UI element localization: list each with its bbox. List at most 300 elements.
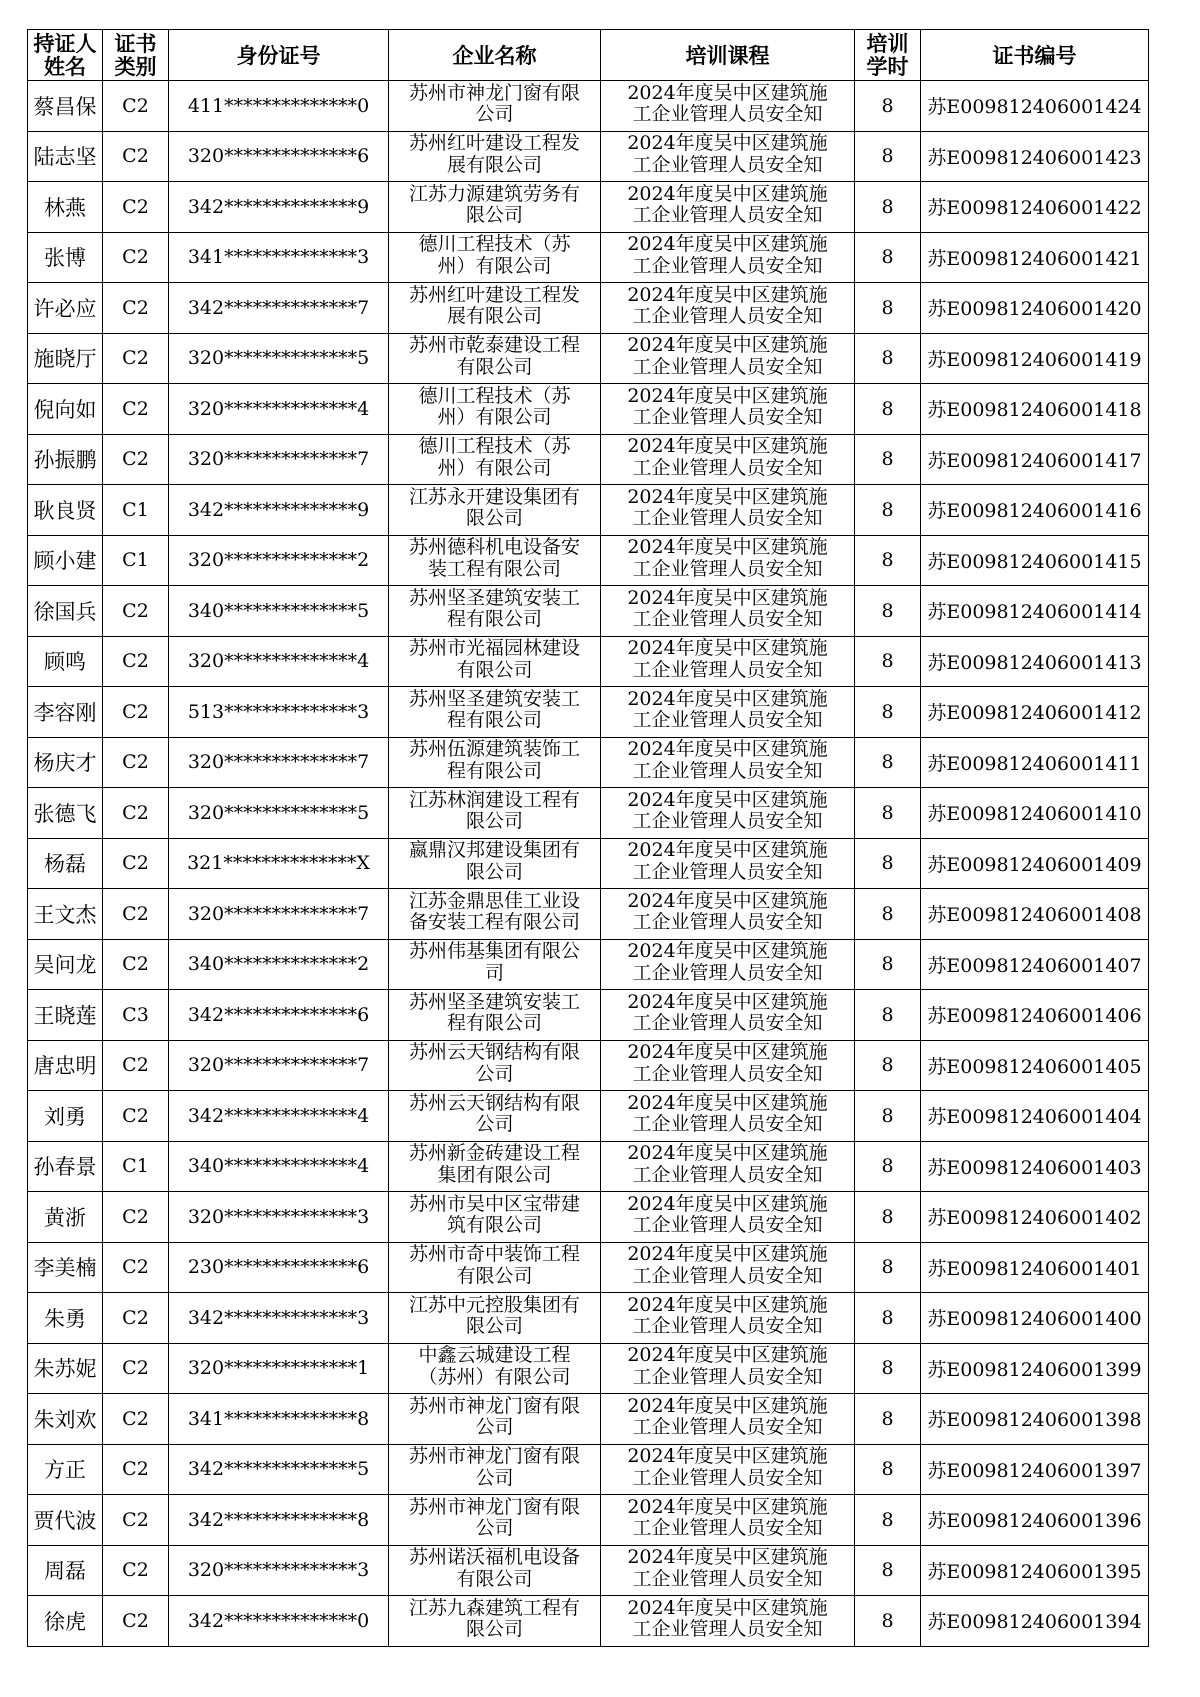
cert-type-cell: C2 <box>103 636 169 687</box>
hours-cell: 8 <box>855 1293 921 1344</box>
hours-cell: 8 <box>855 889 921 940</box>
course-cell-line: 工企业管理人员安全知 <box>632 911 823 934</box>
course-cell-line: 2024年度吴中区建筑施 <box>627 788 828 811</box>
holder-name-cell: 顾鸣 <box>28 636 103 687</box>
company-cell <box>389 1343 601 1394</box>
course-cell-line: 工企业管理人员安全知 <box>632 709 823 732</box>
company-cell-line: 江苏中元控股集团有 <box>408 1293 580 1316</box>
course-cell-text <box>601 1243 854 1291</box>
company-cell-line: 苏州市光福园林建设 <box>408 637 580 660</box>
course-cell-line: 2024年度吴中区建筑施 <box>627 1445 828 1468</box>
course-cell-text <box>601 1546 854 1594</box>
company-cell <box>389 1192 601 1243</box>
holder-name-cell: 耿良贤 <box>28 485 103 536</box>
table-row <box>28 1495 1149 1546</box>
table-row <box>28 1394 1149 1445</box>
cert-type-cell: C2 <box>103 1040 169 1091</box>
hours-cell: 8 <box>855 232 921 283</box>
course-cell-line: 工企业管理人员安全知 <box>632 1113 823 1136</box>
holder-name-cell: 杨庆才 <box>28 737 103 788</box>
course-cell-line: 2024年度吴中区建筑施 <box>627 1495 828 1518</box>
company-cell-line: 苏州云天钢结构有限 <box>408 1041 580 1064</box>
company-cell-text <box>389 1243 600 1291</box>
id-number-cell: 342**************6 <box>169 990 389 1041</box>
id-number-cell: 342**************8 <box>169 1495 389 1546</box>
header-holder-name-line2: 姓名 <box>44 54 86 79</box>
table-row <box>28 687 1149 738</box>
course-cell-text <box>601 940 854 988</box>
id-number-cell: 342**************7 <box>169 283 389 334</box>
header-cert-type-line2: 类别 <box>114 54 157 79</box>
course-cell-line: 工企业管理人员安全知 <box>632 456 823 479</box>
course-cell-line: 工企业管理人员安全知 <box>632 1163 823 1186</box>
table-row <box>28 990 1149 1041</box>
table-row <box>28 232 1149 283</box>
company-cell-text <box>389 890 600 938</box>
cert-type-cell: C2 <box>103 434 169 485</box>
hours-cell: 8 <box>855 1192 921 1243</box>
company-cell-line: 苏州市奇中装饰工程 <box>408 1243 580 1266</box>
hours-cell: 8 <box>855 1495 921 1546</box>
company-cell-line: 苏州坚圣建筑安装工 <box>408 586 580 609</box>
company-cell-line: 展有限公司 <box>446 153 542 176</box>
course-cell-line: 2024年度吴中区建筑施 <box>627 1546 828 1569</box>
course-cell-line: 工企业管理人员安全知 <box>632 759 823 782</box>
id-number-cell: 342**************9 <box>169 182 389 233</box>
course-cell-text <box>601 1344 854 1392</box>
company-cell-line: 嬴鼎汉邦建设集团有 <box>408 839 580 862</box>
company-cell-text <box>389 1496 600 1544</box>
company-cell <box>389 636 601 687</box>
course-cell-line: 2024年度吴中区建筑施 <box>627 384 828 407</box>
table-row <box>28 838 1149 889</box>
company-cell-text <box>389 82 600 130</box>
course-cell-line: 工企业管理人员安全知 <box>632 658 823 681</box>
company-cell-line: （苏州）有限公司 <box>418 1365 571 1388</box>
company-cell <box>389 1596 601 1647</box>
header-holder-name-line1: 持证人 <box>33 31 97 56</box>
course-cell <box>601 1343 855 1394</box>
holder-name-cell: 徐虎 <box>28 1596 103 1647</box>
course-cell-text <box>601 536 854 584</box>
course-cell-text <box>601 1294 854 1342</box>
course-cell <box>601 1545 855 1596</box>
course-cell-line: 2024年度吴中区建筑施 <box>627 1041 828 1064</box>
company-cell-text <box>389 1294 600 1342</box>
course-cell <box>601 1242 855 1293</box>
hours-cell: 8 <box>855 636 921 687</box>
course-cell-text <box>601 385 854 433</box>
cert-no-cell: 苏E009812406001419 <box>921 333 1149 384</box>
course-cell <box>601 1394 855 1445</box>
company-cell-line: 苏州坚圣建筑安装工 <box>408 687 580 710</box>
course-cell-text <box>601 284 854 332</box>
hours-cell: 8 <box>855 1394 921 1445</box>
id-number-cell: 320**************1 <box>169 1343 389 1394</box>
company-cell <box>389 788 601 839</box>
company-cell <box>389 737 601 788</box>
company-cell-text <box>389 132 600 180</box>
company-cell <box>389 1242 601 1293</box>
course-cell-text <box>601 789 854 837</box>
company-cell-line: 有限公司 <box>456 1264 533 1287</box>
table-row <box>28 131 1149 182</box>
hours-cell: 8 <box>855 1545 921 1596</box>
course-cell <box>601 586 855 637</box>
course-cell-line: 2024年度吴中区建筑施 <box>627 738 828 761</box>
cert-type-cell: C2 <box>103 131 169 182</box>
course-cell-line: 工企业管理人员安全知 <box>632 1062 823 1085</box>
header-hours-line1: 培训 <box>866 31 909 56</box>
hours-cell: 8 <box>855 485 921 536</box>
holder-name-cell: 徐国兵 <box>28 586 103 637</box>
company-cell-line: 中鑫云城建设工程 <box>418 1344 571 1367</box>
company-cell-line: 公司 <box>475 1113 514 1136</box>
course-cell-text <box>601 132 854 180</box>
holder-name-cell: 顾小建 <box>28 535 103 586</box>
course-cell-text <box>601 587 854 635</box>
course-cell-text <box>601 1193 854 1241</box>
holder-name-cell: 刘勇 <box>28 1091 103 1142</box>
course-cell <box>601 1293 855 1344</box>
company-cell-line: 程有限公司 <box>446 608 542 631</box>
cert-no-cell: 苏E009812406001398 <box>921 1394 1149 1445</box>
company-cell-text <box>389 183 600 231</box>
holder-name-cell: 吴问龙 <box>28 939 103 990</box>
company-cell-text <box>389 284 600 332</box>
company-cell-line: 苏州市神龙门窗有限 <box>408 1445 580 1468</box>
course-cell-line: 工企业管理人员安全知 <box>632 810 823 833</box>
course-cell <box>601 1040 855 1091</box>
course-cell-line: 2024年度吴中区建筑施 <box>627 1192 828 1215</box>
table-row <box>28 788 1149 839</box>
header-holder-name <box>28 30 103 81</box>
course-cell <box>601 1495 855 1546</box>
course-cell-line: 工企业管理人员安全知 <box>632 961 823 984</box>
course-cell-line: 工企业管理人员安全知 <box>632 557 823 580</box>
hours-cell: 8 <box>855 81 921 132</box>
id-number-cell: 513**************3 <box>169 687 389 738</box>
cert-no-cell: 苏E009812406001415 <box>921 535 1149 586</box>
hours-cell: 8 <box>855 586 921 637</box>
course-cell-text <box>601 1496 854 1544</box>
cert-no-cell: 苏E009812406001395 <box>921 1545 1149 1596</box>
course-cell <box>601 636 855 687</box>
course-cell-text <box>601 486 854 534</box>
cert-type-cell: C2 <box>103 1596 169 1647</box>
company-cell-line: 苏州市神龙门窗有限 <box>408 1495 580 1518</box>
course-cell-text <box>601 183 854 231</box>
course-cell-line: 2024年度吴中区建筑施 <box>627 435 828 458</box>
header-company: 企业名称 <box>389 30 601 81</box>
course-cell <box>601 131 855 182</box>
holder-name-cell: 杨磊 <box>28 838 103 889</box>
company-cell-line: 限公司 <box>465 860 523 883</box>
id-number-cell: 340**************4 <box>169 1141 389 1192</box>
course-cell-text <box>601 991 854 1039</box>
hours-cell: 8 <box>855 1141 921 1192</box>
course-cell-line: 工企业管理人员安全知 <box>632 254 823 277</box>
id-number-cell: 320**************7 <box>169 434 389 485</box>
course-cell-text <box>601 1092 854 1140</box>
course-cell-line: 2024年度吴中区建筑施 <box>627 132 828 155</box>
course-cell-line: 工企业管理人员安全知 <box>632 355 823 378</box>
cert-no-cell: 苏E009812406001397 <box>921 1444 1149 1495</box>
course-cell-line: 2024年度吴中区建筑施 <box>627 839 828 862</box>
course-cell-text <box>601 334 854 382</box>
company-cell-line: 德川工程技术（苏 <box>418 384 571 407</box>
id-number-cell: 230**************6 <box>169 1242 389 1293</box>
holder-name-cell: 朱勇 <box>28 1293 103 1344</box>
company-cell-text <box>389 1445 600 1493</box>
cert-no-cell: 苏E009812406001424 <box>921 81 1149 132</box>
course-cell-text <box>601 738 854 786</box>
course-cell-line: 工企业管理人员安全知 <box>632 153 823 176</box>
table-row <box>28 1141 1149 1192</box>
cert-type-cell: C2 <box>103 182 169 233</box>
table-row <box>28 1242 1149 1293</box>
table-row <box>28 333 1149 384</box>
course-cell-text <box>601 1445 854 1493</box>
company-cell-text <box>389 637 600 685</box>
company-cell-text <box>389 940 600 988</box>
holder-name-cell: 蔡昌保 <box>28 81 103 132</box>
company-cell-line: 公司 <box>475 1062 514 1085</box>
holder-name-cell: 陆志坚 <box>28 131 103 182</box>
id-number-cell: 342**************3 <box>169 1293 389 1344</box>
hours-cell: 8 <box>855 687 921 738</box>
cert-no-cell: 苏E009812406001404 <box>921 1091 1149 1142</box>
course-cell-line: 工企业管理人员安全知 <box>632 1365 823 1388</box>
table-row <box>28 283 1149 334</box>
company-cell-text <box>389 1546 600 1594</box>
table-row <box>28 434 1149 485</box>
course-cell-line: 2024年度吴中区建筑施 <box>627 1243 828 1266</box>
holder-name-cell: 林燕 <box>28 182 103 233</box>
course-cell-line: 2024年度吴中区建筑施 <box>627 1344 828 1367</box>
company-cell-line: 有限公司 <box>456 1567 533 1590</box>
company-cell-line: 公司 <box>475 1517 514 1540</box>
course-cell-line: 2024年度吴中区建筑施 <box>627 1091 828 1114</box>
cert-type-cell: C2 <box>103 1444 169 1495</box>
course-cell-line: 工企业管理人员安全知 <box>632 1012 823 1035</box>
hours-cell: 8 <box>855 1343 921 1394</box>
holder-name-cell: 唐忠明 <box>28 1040 103 1091</box>
id-number-cell: 411**************0 <box>169 81 389 132</box>
course-cell-line: 工企业管理人员安全知 <box>632 1315 823 1338</box>
company-cell-line: 限公司 <box>465 810 523 833</box>
header-cert-type-line1: 证书 <box>114 31 157 56</box>
company-cell-line: 限公司 <box>465 507 523 530</box>
cert-type-cell: C2 <box>103 1091 169 1142</box>
course-cell-line: 2024年度吴中区建筑施 <box>627 990 828 1013</box>
holder-name-cell: 李容刚 <box>28 687 103 738</box>
company-cell <box>389 586 601 637</box>
cert-no-cell: 苏E009812406001413 <box>921 636 1149 687</box>
course-cell <box>601 687 855 738</box>
course-cell <box>601 535 855 586</box>
hours-cell: 8 <box>855 1091 921 1142</box>
company-cell-text <box>389 587 600 635</box>
company-cell <box>389 81 601 132</box>
id-number-cell: 342**************4 <box>169 1091 389 1142</box>
hours-cell: 8 <box>855 182 921 233</box>
table-header <box>28 30 1149 81</box>
course-cell <box>601 283 855 334</box>
table-row <box>28 1040 1149 1091</box>
course-cell-line: 工企业管理人员安全知 <box>632 1264 823 1287</box>
cert-no-cell: 苏E009812406001423 <box>921 131 1149 182</box>
company-cell-line: 州）有限公司 <box>437 254 552 277</box>
id-number-cell: 320**************4 <box>169 384 389 435</box>
course-cell-line: 工企业管理人员安全知 <box>632 103 823 126</box>
company-cell <box>389 434 601 485</box>
course-cell-line: 2024年度吴中区建筑施 <box>627 637 828 660</box>
hours-cell: 8 <box>855 990 921 1041</box>
course-cell-line: 2024年度吴中区建筑施 <box>627 81 828 104</box>
course-cell-text <box>601 1142 854 1190</box>
company-cell-line: 有限公司 <box>456 355 533 378</box>
id-number-cell: 341**************8 <box>169 1394 389 1445</box>
company-cell-line: 江苏力源建筑劳务有 <box>408 182 580 205</box>
table-row <box>28 485 1149 536</box>
company-cell-line: 限公司 <box>465 1618 523 1641</box>
course-cell <box>601 939 855 990</box>
company-cell-text <box>389 536 600 584</box>
table-row <box>28 939 1149 990</box>
company-cell-text <box>389 1597 600 1645</box>
cert-no-cell: 苏E009812406001408 <box>921 889 1149 940</box>
cert-type-cell: C2 <box>103 939 169 990</box>
cert-no-cell: 苏E009812406001410 <box>921 788 1149 839</box>
course-cell-text <box>601 890 854 938</box>
cert-no-cell: 苏E009812406001412 <box>921 687 1149 738</box>
course-cell-line: 2024年度吴中区建筑施 <box>627 283 828 306</box>
course-cell-line: 工企业管理人员安全知 <box>632 1416 823 1439</box>
company-cell <box>389 131 601 182</box>
company-cell-line: 苏州伍源建筑装饰工 <box>408 738 580 761</box>
company-cell-line: 苏州坚圣建筑安装工 <box>408 990 580 1013</box>
course-cell <box>601 182 855 233</box>
cert-type-cell: C1 <box>103 535 169 586</box>
table-row <box>28 182 1149 233</box>
hours-cell: 8 <box>855 1040 921 1091</box>
header-hours-line2: 学时 <box>866 54 909 79</box>
course-cell-line: 工企业管理人员安全知 <box>632 860 823 883</box>
cert-type-cell: C2 <box>103 586 169 637</box>
company-cell <box>389 535 601 586</box>
holder-name-cell: 贾代波 <box>28 1495 103 1546</box>
company-cell-line: 有限公司 <box>456 658 533 681</box>
cert-no-cell: 苏E009812406001394 <box>921 1596 1149 1647</box>
course-cell-text <box>601 1395 854 1443</box>
company-cell <box>389 333 601 384</box>
company-cell-line: 江苏九森建筑工程有 <box>408 1596 580 1619</box>
company-cell-line: 展有限公司 <box>446 305 542 328</box>
id-number-cell: 320**************6 <box>169 131 389 182</box>
id-number-cell: 320**************7 <box>169 889 389 940</box>
table-row <box>28 1545 1149 1596</box>
course-cell-line: 2024年度吴中区建筑施 <box>627 586 828 609</box>
header-cert-no: 证书编号 <box>921 30 1149 81</box>
company-cell <box>389 990 601 1041</box>
header-row <box>28 30 1149 81</box>
course-cell <box>601 737 855 788</box>
company-cell-line: 程有限公司 <box>446 709 542 732</box>
cert-no-cell: 苏E009812406001399 <box>921 1343 1149 1394</box>
cert-type-cell: C2 <box>103 1242 169 1293</box>
table-row <box>28 889 1149 940</box>
course-cell-line: 2024年度吴中区建筑施 <box>627 1142 828 1165</box>
header-cert-type <box>103 30 169 81</box>
certificate-table <box>27 29 1149 1647</box>
course-cell-line: 2024年度吴中区建筑施 <box>627 940 828 963</box>
course-cell <box>601 1141 855 1192</box>
table-row <box>28 586 1149 637</box>
cert-no-cell: 苏E009812406001416 <box>921 485 1149 536</box>
cert-type-cell: C2 <box>103 1495 169 1546</box>
cert-type-cell: C1 <box>103 485 169 536</box>
table-row <box>28 1444 1149 1495</box>
holder-name-cell: 李美楠 <box>28 1242 103 1293</box>
id-number-cell: 342**************0 <box>169 1596 389 1647</box>
course-cell-line: 工企业管理人员安全知 <box>632 507 823 530</box>
company-cell-line: 苏州新金砖建设工程 <box>408 1142 580 1165</box>
company-cell <box>389 283 601 334</box>
cert-type-cell: C1 <box>103 1141 169 1192</box>
company-cell <box>389 838 601 889</box>
company-cell-text <box>389 688 600 736</box>
course-cell-line: 工企业管理人员安全知 <box>632 1466 823 1489</box>
hours-cell: 8 <box>855 788 921 839</box>
header-course: 培训课程 <box>601 30 855 81</box>
company-cell-line: 苏州市神龙门窗有限 <box>408 81 580 104</box>
hours-cell: 8 <box>855 384 921 435</box>
company-cell <box>389 1545 601 1596</box>
company-cell-line: 苏州德科机电设备安 <box>408 536 580 559</box>
company-cell <box>389 1293 601 1344</box>
cert-no-cell: 苏E009812406001407 <box>921 939 1149 990</box>
company-cell-line: 限公司 <box>465 204 523 227</box>
company-cell-line: 苏州市乾泰建设工程 <box>408 334 580 357</box>
company-cell <box>389 1495 601 1546</box>
hours-cell: 8 <box>855 131 921 182</box>
cert-no-cell: 苏E009812406001411 <box>921 737 1149 788</box>
cert-type-cell: C2 <box>103 81 169 132</box>
cert-no-cell: 苏E009812406001405 <box>921 1040 1149 1091</box>
hours-cell: 8 <box>855 1444 921 1495</box>
company-cell-line: 苏州红叶建设工程发 <box>408 132 580 155</box>
course-cell <box>601 1192 855 1243</box>
cert-no-cell: 苏E009812406001421 <box>921 232 1149 283</box>
cert-type-cell: C2 <box>103 232 169 283</box>
holder-name-cell: 方正 <box>28 1444 103 1495</box>
hours-cell: 8 <box>855 737 921 788</box>
cert-no-cell: 苏E009812406001418 <box>921 384 1149 435</box>
course-cell-line: 2024年度吴中区建筑施 <box>627 1293 828 1316</box>
table-row <box>28 1192 1149 1243</box>
cert-no-cell: 苏E009812406001420 <box>921 283 1149 334</box>
id-number-cell: 340**************2 <box>169 939 389 990</box>
course-cell <box>601 1091 855 1142</box>
id-number-cell: 320**************3 <box>169 1545 389 1596</box>
company-cell-line: 公司 <box>475 103 514 126</box>
cert-no-cell: 苏E009812406001402 <box>921 1192 1149 1243</box>
hours-cell: 8 <box>855 838 921 889</box>
company-cell-line: 集团有限公司 <box>437 1163 552 1186</box>
course-cell-line: 工企业管理人员安全知 <box>632 1214 823 1237</box>
company-cell-text <box>389 1041 600 1089</box>
